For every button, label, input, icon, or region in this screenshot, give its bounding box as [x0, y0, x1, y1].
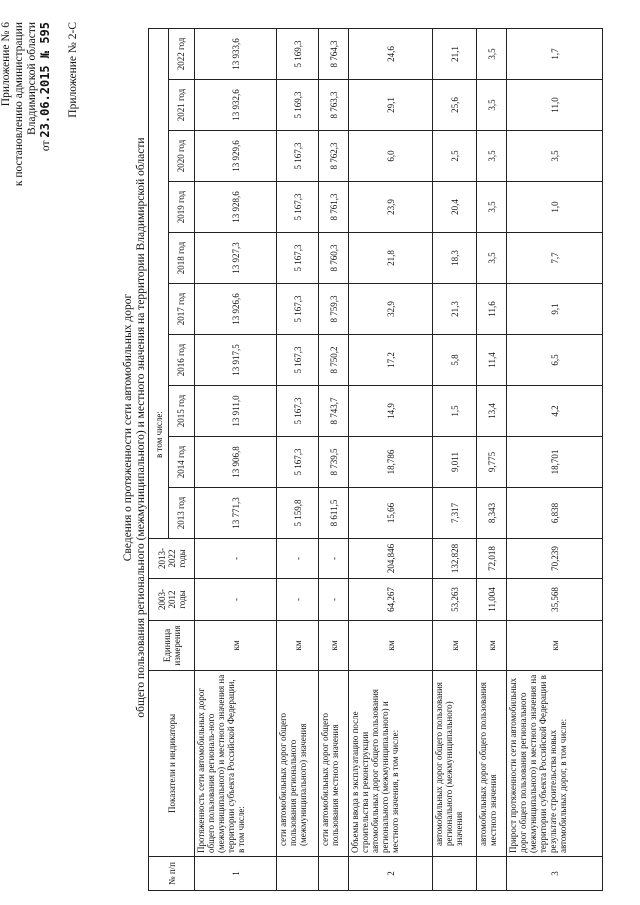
row-year-value: 5 169,3 [277, 28, 319, 79]
row-2003-2012: - [319, 579, 349, 621]
row-year-value: 14,9 [349, 386, 433, 437]
row-2003-2012: 35,568 [507, 579, 603, 621]
table-row [433, 28, 477, 890]
row-year-value: 5 167,3 [277, 233, 319, 284]
row-number [477, 857, 507, 891]
row-year-value: 8 760,3 [319, 233, 349, 284]
road-network-table [148, 28, 603, 891]
row-year-value: 13 928,6 [195, 182, 277, 233]
row-2003-2012: 11,004 [477, 579, 507, 621]
row-year-value: 5 169,3 [277, 80, 319, 131]
row-year-value: 1,0 [507, 182, 603, 233]
row-year-value: 3,5 [477, 28, 507, 79]
row-year-value: 7,317 [433, 488, 477, 539]
region-label: Владимирской области [26, 22, 38, 136]
row-number [277, 857, 319, 891]
row-year-value: 25,6 [433, 80, 477, 131]
year-header: 2018 год [169, 233, 195, 284]
row-year-value: 6,0 [349, 131, 433, 182]
row-year-value: 5 167,3 [277, 386, 319, 437]
row-year-value: 8 611,5 [319, 488, 349, 539]
row-year-value: 5 167,3 [277, 182, 319, 233]
year-header: 2019 год [169, 182, 195, 233]
row-number [319, 857, 349, 891]
row-2013-2022: 72,018 [477, 539, 507, 579]
row-year-value: 5 167,3 [277, 437, 319, 488]
row-year-value: 23,9 [349, 182, 433, 233]
row-2003-2012: 64,267 [349, 579, 433, 621]
row-year-value: 3,5 [477, 182, 507, 233]
row-year-value: 8 764,3 [319, 28, 349, 79]
row-year-value: 21,8 [349, 233, 433, 284]
row-year-value: 13 771,3 [195, 488, 277, 539]
col-number-header: № п/п [149, 857, 195, 891]
row-year-value: 21,1 [433, 28, 477, 79]
row-year-value: 13 906,8 [195, 437, 277, 488]
row-year-value: 8 762,3 [319, 131, 349, 182]
row-year-value: 6,5 [507, 335, 603, 386]
row-year-value: 9,775 [477, 437, 507, 488]
row-year-value: 3,5 [507, 131, 603, 182]
row-unit: км [277, 621, 319, 671]
row-2013-2022: - [319, 539, 349, 579]
title-line-2: общего пользования регионального (межмуниципального) и местного значения на территории Владимирской области [134, 137, 147, 718]
row-year-value: 7,7 [507, 233, 603, 284]
col-indicator-header: Показатели и индикаторы [149, 671, 195, 857]
row-year-value: 18,701 [507, 437, 603, 488]
row-year-value: 8 739,5 [319, 437, 349, 488]
row-year-value: 6,838 [507, 488, 603, 539]
row-year-value: 3,5 [477, 233, 507, 284]
row-year-value: 3,5 [477, 80, 507, 131]
row-2013-2022: 204,846 [349, 539, 433, 579]
row-indicator: Прирост протяженности сети автомобильных дорог общего пользования регионального (межмуниципального) и местного значения на территории субъекта Российской Федерации в результате строительства новых автомобильных дорог, в том числе: [507, 671, 603, 857]
col-unit-header: Единица измерения [149, 621, 195, 671]
row-year-value: 5 167,3 [277, 131, 319, 182]
col-including-header: в том числе: [149, 28, 169, 538]
row-year-value: 21,3 [433, 284, 477, 335]
table-header-row [149, 28, 169, 890]
resolution-label: к постановлению администрации [13, 22, 25, 187]
row-year-value: 13 929,6 [195, 131, 277, 182]
table-row [277, 28, 319, 890]
row-2013-2022: - [195, 539, 277, 579]
year-header: 2017 год [169, 284, 195, 335]
year-header: 2015 год [169, 386, 195, 437]
row-year-value: 5,8 [433, 335, 477, 386]
document-header [0, 22, 80, 186]
row-2003-2012: - [277, 579, 319, 621]
row-year-value: 18,786 [349, 437, 433, 488]
col-2003-2012-header: 2003-2012 годы [149, 579, 195, 621]
row-year-value: 29,1 [349, 80, 433, 131]
row-year-value: 11,4 [477, 335, 507, 386]
appendix-6-label: Приложение № 6 [0, 22, 12, 107]
row-2003-2012: - [195, 579, 277, 621]
row-2013-2022: - [277, 539, 319, 579]
resolution-date: 23.06.2015 № 595 [38, 22, 52, 138]
row-year-value: 13 932,6 [195, 80, 277, 131]
row-2013-2022: 132,828 [433, 539, 477, 579]
row-year-value: 1,7 [507, 28, 603, 79]
row-year-value: 8 763,3 [319, 80, 349, 131]
row-year-value: 13 927,3 [195, 233, 277, 284]
row-year-value: 5 167,3 [277, 284, 319, 335]
table-row [195, 28, 277, 890]
row-year-value: 18,3 [433, 233, 477, 284]
year-header: 2014 год [169, 437, 195, 488]
year-header: 2021 год [169, 80, 195, 131]
row-year-value: 8,343 [477, 488, 507, 539]
row-year-value: 2,5 [433, 131, 477, 182]
row-year-value: 24,6 [349, 28, 433, 79]
row-number [433, 857, 477, 891]
row-indicator: сети автомобильных дорог общего пользования регионального (межмуниципального) значения [277, 671, 319, 857]
row-unit: км [195, 621, 277, 671]
year-header: 2016 год [169, 335, 195, 386]
row-year-value: 13 911,0 [195, 386, 277, 437]
row-unit: км [349, 621, 433, 671]
row-year-value: 3,5 [477, 131, 507, 182]
row-indicator: автомобильных дорог общего пользования местного значения [477, 671, 507, 857]
row-indicator: автомобильных дорог общего пользования регионального (межмуниципального) значения [433, 671, 477, 857]
row-year-value: 13 933,6 [195, 28, 277, 79]
row-year-value: 17,2 [349, 335, 433, 386]
row-year-value: 11,0 [507, 80, 603, 131]
year-header: 2022 год [169, 28, 195, 79]
row-year-value: 13 926,6 [195, 284, 277, 335]
row-year-value: 4,2 [507, 386, 603, 437]
row-unit: км [433, 621, 477, 671]
date-prefix: от [40, 140, 52, 152]
row-year-value: 1,5 [433, 386, 477, 437]
row-year-value: 8 761,3 [319, 182, 349, 233]
row-year-value: 8 750,2 [319, 335, 349, 386]
row-year-value: 5 159,8 [277, 488, 319, 539]
row-unit: км [319, 621, 349, 671]
resolution-date-line [39, 22, 53, 186]
row-year-value: 9,011 [433, 437, 477, 488]
row-year-value: 32,9 [349, 284, 433, 335]
table-row [507, 28, 603, 890]
row-year-value: 8 743,7 [319, 386, 349, 437]
row-indicator: Объемы ввода в эксплуатацию после строительства и реконструкции автомобильных дорог общего пользования регионального (межмуниципального) и местного значения, в том числе: [349, 671, 433, 857]
col-2013-2022-header: 2013-2022 годы [149, 539, 195, 579]
row-year-value: 5 167,3 [277, 335, 319, 386]
row-year-value: 13 917,5 [195, 335, 277, 386]
row-indicator: Протяженность сети автомобильных дорог общего пользования региональ-ного (межмуниципального) и местного значения на территории субъекта Российской Федерации, в том числе: [195, 671, 277, 857]
table-row [319, 28, 349, 890]
row-year-value: 8 759,3 [319, 284, 349, 335]
row-number: 1 [195, 857, 277, 891]
row-year-value: 13,4 [477, 386, 507, 437]
row-year-value: 11,6 [477, 284, 507, 335]
row-number: 2 [349, 857, 433, 891]
row-year-value: 15,66 [349, 488, 433, 539]
row-indicator: сети автомобильных дорог общего пользования местного значения [319, 671, 349, 857]
row-year-value: 9,1 [507, 284, 603, 335]
document-title [122, 60, 147, 795]
row-number: 3 [507, 857, 603, 891]
row-unit: км [477, 621, 507, 671]
table-row [349, 28, 433, 890]
row-unit: км [507, 621, 603, 671]
row-2013-2022: 70,239 [507, 539, 603, 579]
appendix-2c-label: Приложение № 2-С [67, 22, 79, 118]
title-line-1: Сведения о протяженности сети автомобильных дорог [122, 293, 134, 562]
row-year-value: 20,4 [433, 182, 477, 233]
table-row [477, 28, 507, 890]
year-header: 2020 год [169, 131, 195, 182]
year-header: 2013 год [169, 488, 195, 539]
row-2003-2012: 53,263 [433, 579, 477, 621]
